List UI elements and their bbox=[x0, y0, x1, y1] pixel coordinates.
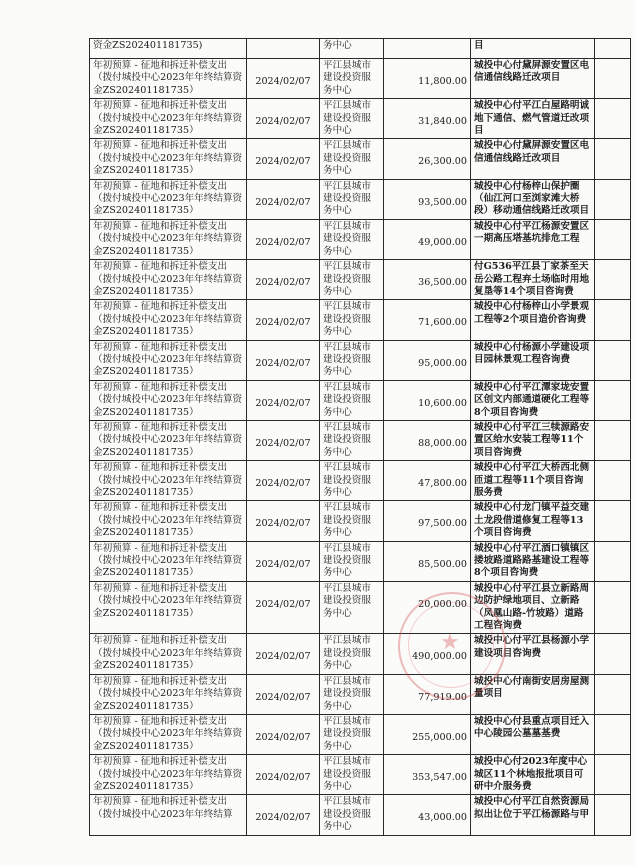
cell-payee: 平江县城市建设投资服务中心 bbox=[320, 501, 384, 541]
table-row bbox=[90, 139, 631, 179]
official-seal-stamp bbox=[398, 592, 506, 700]
table-row bbox=[90, 714, 631, 754]
table-row bbox=[90, 380, 631, 420]
cell-description: 城投中心付平江县杨源小学建设项目咨询费 bbox=[471, 634, 595, 674]
payment-table bbox=[89, 38, 631, 836]
cell-amount: 85,500.00 bbox=[384, 541, 471, 581]
cell-date: 2024/02/07 bbox=[247, 179, 320, 219]
cell-date: 2024/02/07 bbox=[247, 541, 320, 581]
cell-description: 城投中心付平江酒口镇镇区搂坡路道路路基建设工程等8个项目咨询费 bbox=[471, 541, 595, 581]
cell-date: 2024/02/07 bbox=[247, 795, 320, 835]
cell-payee: 平江县城市建设投资服务中心 bbox=[320, 219, 384, 259]
table-row bbox=[90, 501, 631, 541]
cell-payee: 平江县城市建设投资服务中心 bbox=[320, 380, 384, 420]
cell-amount: 255,000.00 bbox=[384, 714, 471, 754]
cell-description: 目 bbox=[471, 39, 595, 59]
cell-empty bbox=[595, 461, 631, 501]
cell-description: 城投中心付平江三犊源路安置区给水安装工程等11个项目咨询费 bbox=[471, 420, 595, 460]
cell-amount: 490,000.00 bbox=[384, 634, 471, 674]
cell-amount: 49,000.00 bbox=[384, 219, 471, 259]
cell-payee: 平江县城市建设投资服务中心 bbox=[320, 634, 384, 674]
cell-description: 城投中心付平江潭家垅安置区创文内部通道硬化工程等8个项目咨询费 bbox=[471, 380, 595, 420]
cell-amount: 31,840.00 bbox=[384, 99, 471, 139]
cell-funding: 年初预算 - 征地和拆迁补偿支出（拨付城投中心2023年年终结算资金ZS202401181735） bbox=[90, 139, 247, 179]
table-row bbox=[90, 219, 631, 259]
cell-description: 城投中心付龙门镇平益交建土龙段借道修复工程等13个项目咨询费 bbox=[471, 501, 595, 541]
cell-amount: 93,500.00 bbox=[384, 179, 471, 219]
cell-empty bbox=[595, 260, 631, 300]
cell-funding: 年初预算 - 征地和拆迁补偿支出（拨付城投中心2023年年终结算资金ZS202401181735） bbox=[90, 420, 247, 460]
cell-date: 2024/02/07 bbox=[247, 461, 320, 501]
table-row bbox=[90, 674, 631, 714]
cell-empty bbox=[595, 219, 631, 259]
cell-payee: 平江县城市建设投资服务中心 bbox=[320, 674, 384, 714]
cell-payee: 平江县城市建设投资服务中心 bbox=[320, 714, 384, 754]
cell-empty bbox=[595, 99, 631, 139]
table-row-top bbox=[90, 39, 631, 59]
cell-funding: 年初预算 - 征地和拆迁补偿支出（拨付城投中心2023年年终结算资金ZS202401181735） bbox=[90, 179, 247, 219]
table-row bbox=[90, 99, 631, 139]
cell-payee: 平江县城市建设投资服务中心 bbox=[320, 300, 384, 340]
cell-funding: 年初预算 - 征地和拆迁补偿支出（拨付城投中心2023年年终结算资金ZS202401181735） bbox=[90, 581, 247, 634]
cell-description: 城投中心付杨梓山保护圈（仙江河口至浏家滩大桥段）移动通信线路迁改项目 bbox=[471, 179, 595, 219]
cell-amount: 353,547.00 bbox=[384, 755, 471, 795]
cell-payee: 平江县城市建设投资服务中心 bbox=[320, 420, 384, 460]
cell-amount: 77,919.00 bbox=[384, 674, 471, 714]
cell-payee: 平江县城市建设投资服务中心 bbox=[320, 139, 384, 179]
cell-empty bbox=[595, 300, 631, 340]
cell-payee: 平江县城市建设投资服务中心 bbox=[320, 581, 384, 634]
cell-funding: 年初预算 - 征地和拆迁补偿支出（拨付城投中心2023年年终结算资金ZS202401181735） bbox=[90, 300, 247, 340]
cell-description: 城投中心付平江白屋路明诚地下通信、燃气管道迁改项目 bbox=[471, 99, 595, 139]
cell-empty bbox=[595, 59, 631, 99]
cell-funding: 年初预算 - 征地和拆迁补偿支出（拨付城投中心2023年年终结算资金ZS202401181735） bbox=[90, 380, 247, 420]
table-row bbox=[90, 795, 631, 835]
cell-empty bbox=[595, 39, 631, 59]
cell-funding: 年初预算 - 征地和拆迁补偿支出（拨付城投中心2023年年终结算资金ZS202401181735） bbox=[90, 541, 247, 581]
cell-empty bbox=[595, 139, 631, 179]
cell-amount: 71,600.00 bbox=[384, 300, 471, 340]
cell-funding: 年初预算 - 征地和拆迁补偿支出（拨付城投中心2023年年终结算资金ZS202401181735） bbox=[90, 634, 247, 674]
cell-date: 2024/02/07 bbox=[247, 139, 320, 179]
cell-funding: 年初预算 - 征地和拆迁补偿支出（拨付城投中心2023年年终结算资金ZS202401181735） bbox=[90, 219, 247, 259]
cell-description: 城投中心付黛屏源安置区电信通信线路迁改项目 bbox=[471, 139, 595, 179]
cell-payee: 平江县城市建设投资服务中心 bbox=[320, 179, 384, 219]
cell-date: 2024/02/07 bbox=[247, 340, 320, 380]
cell-date: 2024/02/07 bbox=[247, 674, 320, 714]
table-row bbox=[90, 420, 631, 460]
cell-amount: 36,500.00 bbox=[384, 260, 471, 300]
cell-description: 城投中心付杨源小学建设项目园林景观工程咨询费 bbox=[471, 340, 595, 380]
cell-empty bbox=[595, 179, 631, 219]
cell-empty bbox=[595, 501, 631, 541]
cell-date: 2024/02/07 bbox=[247, 420, 320, 460]
cell-empty bbox=[595, 795, 631, 835]
cell-funding: 年初预算 - 征地和拆迁补偿支出（拨付城投中心2023年年终结算资金ZS202401181735） bbox=[90, 340, 247, 380]
cell-description: 付G536平江县丁家茶至天岳公路工程弃土场临时用地复垦等14个项目咨询费 bbox=[471, 260, 595, 300]
cell-date bbox=[247, 39, 320, 59]
cell-payee: 平江县城市建设投资服务中心 bbox=[320, 99, 384, 139]
cell-amount: 97,500.00 bbox=[384, 501, 471, 541]
cell-date: 2024/02/07 bbox=[247, 714, 320, 754]
table-row bbox=[90, 461, 631, 501]
cell-description: 城投中心付平江县立新路周边防护绿地项目、立新路（凤凰山路-竹坡路）道路工程咨询费 bbox=[471, 581, 595, 634]
cell-payee: 平江县城市建设投资服务中心 bbox=[320, 755, 384, 795]
cell-funding: 年初预算 - 征地和拆迁补偿支出（拨付城投中心2023年年终结算资金ZS202401181735） bbox=[90, 714, 247, 754]
seal-star-icon: ★ bbox=[440, 630, 460, 655]
cell-funding: 年初预算 - 征地和拆迁补偿支出（拨付城投中心2023年年终结算资金ZS202401181735） bbox=[90, 99, 247, 139]
table-row bbox=[90, 59, 631, 99]
cell-date: 2024/02/07 bbox=[247, 59, 320, 99]
cell-funding: 资金ZS202401181735) bbox=[90, 39, 247, 59]
cell-description: 城投中心付南街安居房屋测量项目 bbox=[471, 674, 595, 714]
cell-amount: 47,800.00 bbox=[384, 461, 471, 501]
cell-payee: 平江县城市建设投资服务中心 bbox=[320, 461, 384, 501]
cell-payee: 平江县城市建设投资服务中心 bbox=[320, 795, 384, 835]
cell-date: 2024/02/07 bbox=[247, 634, 320, 674]
cell-amount: 20,000.00 bbox=[384, 581, 471, 634]
cell-date: 2024/02/07 bbox=[247, 755, 320, 795]
cell-empty bbox=[595, 420, 631, 460]
cell-description: 城投中心付黛屏源安置区电信通信线路迁改项目 bbox=[471, 59, 595, 99]
cell-description: 城投中心付平江大桥西北侧匝道工程等11个项目咨询服务费 bbox=[471, 461, 595, 501]
cell-description: 城投中心付2023年度中心城区11个林地报批项目可研中介服务费 bbox=[471, 755, 595, 795]
table-row bbox=[90, 340, 631, 380]
cell-amount: 11,800.00 bbox=[384, 59, 471, 99]
cell-empty bbox=[595, 541, 631, 581]
cell-date: 2024/02/07 bbox=[247, 581, 320, 634]
cell-empty bbox=[595, 634, 631, 674]
cell-amount: 95,000.00 bbox=[384, 340, 471, 380]
cell-funding: 年初预算 - 征地和拆迁补偿支出（拨付城投中心2023年年终结算资金ZS202401181735） bbox=[90, 59, 247, 99]
cell-empty bbox=[595, 581, 631, 634]
table-row bbox=[90, 755, 631, 795]
cell-date: 2024/02/07 bbox=[247, 260, 320, 300]
cell-funding: 年初预算 - 征地和拆迁补偿支出（拨付城投中心2023年年终结算 bbox=[90, 795, 247, 835]
cell-empty bbox=[595, 674, 631, 714]
cell-payee: 平江县城市建设投资服务中心 bbox=[320, 340, 384, 380]
cell-funding: 年初预算 - 征地和拆迁补偿支出（拨付城投中心2023年年终结算资金ZS202401181735） bbox=[90, 461, 247, 501]
cell-amount: 88,000.00 bbox=[384, 420, 471, 460]
cell-date: 2024/02/07 bbox=[247, 99, 320, 139]
cell-description: 城投中心付平江杨源安置区一期高压塔基坑排危工程 bbox=[471, 219, 595, 259]
cell-payee: 平江县城市建设投资服务中心 bbox=[320, 541, 384, 581]
table-row bbox=[90, 581, 631, 634]
table-row bbox=[90, 634, 631, 674]
table-row bbox=[90, 300, 631, 340]
cell-funding: 年初预算 - 征地和拆迁补偿支出（拨付城投中心2023年年终结算资金ZS202401181735） bbox=[90, 755, 247, 795]
cell-empty bbox=[595, 714, 631, 754]
cell-funding: 年初预算 - 征地和拆迁补偿支出（拨付城投中心2023年年终结算资金ZS202401181735） bbox=[90, 674, 247, 714]
cell-amount: 43,000.00 bbox=[384, 795, 471, 835]
cell-payee: 平江县城市建设投资服务中心 bbox=[320, 59, 384, 99]
cell-empty bbox=[595, 380, 631, 420]
table-row bbox=[90, 179, 631, 219]
cell-payee: 务中心 bbox=[320, 39, 384, 59]
payment-table-body bbox=[90, 39, 631, 836]
cell-payee: 平江县城市建设投资服务中心 bbox=[320, 260, 384, 300]
cell-date: 2024/02/07 bbox=[247, 300, 320, 340]
table-row bbox=[90, 260, 631, 300]
cell-description: 城投中心付平江自然资源局拟出让位于平江杨源路与甲 bbox=[471, 795, 595, 835]
cell-empty bbox=[595, 340, 631, 380]
cell-description: 城投中心付杨梓山小学景观工程等2个项目造价咨询费 bbox=[471, 300, 595, 340]
cell-amount: 10,600.00 bbox=[384, 380, 471, 420]
cell-empty bbox=[595, 755, 631, 795]
cell-date: 2024/02/07 bbox=[247, 380, 320, 420]
cell-date: 2024/02/07 bbox=[247, 219, 320, 259]
table-row bbox=[90, 541, 631, 581]
cell-date: 2024/02/07 bbox=[247, 501, 320, 541]
cell-funding: 年初预算 - 征地和拆迁补偿支出（拨付城投中心2023年年终结算资金ZS202401181735） bbox=[90, 501, 247, 541]
cell-description: 城投中心付县重点项目迁入中心陵园公墓墓基费 bbox=[471, 714, 595, 754]
cell-amount bbox=[384, 39, 471, 59]
cell-amount: 26,300.00 bbox=[384, 139, 471, 179]
cell-funding: 年初预算 - 征地和拆迁补偿支出（拨付城投中心2023年年终结算资金ZS202401181735） bbox=[90, 260, 247, 300]
